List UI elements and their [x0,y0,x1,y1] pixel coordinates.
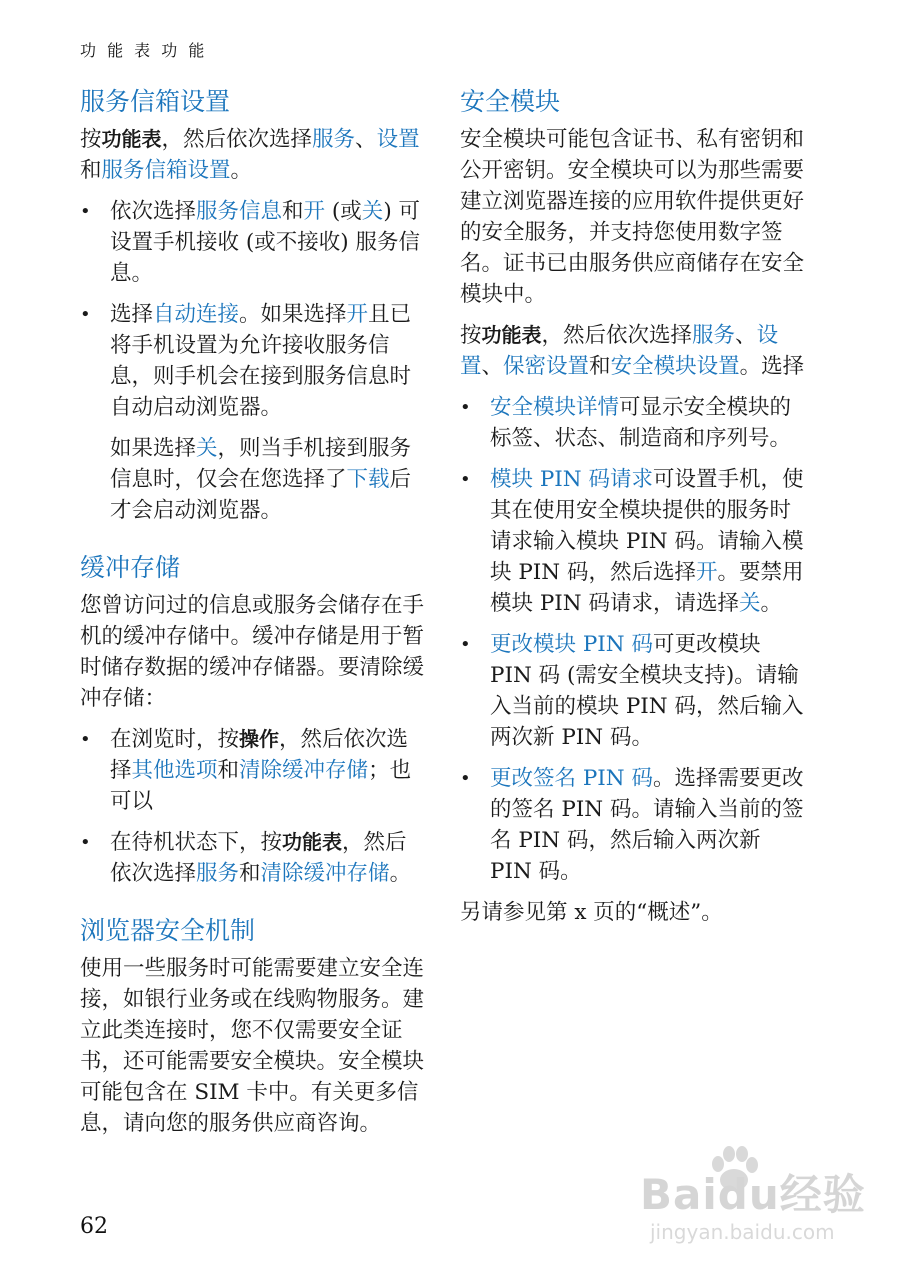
list-item: • 在浏览时，按操作，然后依次选择其他选项和清除缓冲存储；也可以 [80,727,412,814]
cache-list [80,724,425,889]
heading-security-module: 安全模块 [460,87,561,116]
service-inbox-intro: 按功能表，然后依次选择服务、设置和服务信箱设置。 [80,127,420,183]
heading-cache: 缓冲存储 [80,553,181,582]
right-column [460,84,805,938]
list-item: • 更改签名 PIN 码。选择需要更改的签名 PIN 码。请输入当前的签名 PIN 码，然后输入两次新 PIN 码。 [460,766,804,884]
security-module-intro: 按功能表，然后依次选择服务、设置、保密设置和安全模块设置。选择 [460,323,805,379]
left-column [80,84,425,1149]
heading-service-inbox-settings: 服务信箱设置 [80,87,231,116]
link-service-inbox-settings[interactable]: 服务信箱设置 [101,158,231,183]
security-module-list [460,392,805,887]
service-inbox-list [80,196,425,423]
list-item: • 模块 PIN 码请求可设置手机，使其在使用安全模块提供的服务时请求输入模块 PIN 码。请输入模块 PIN 码，然后选择开。要禁用模块 PIN 码请求，请选择关。 [460,467,804,616]
running-header: 功 能 表 功 能 [80,41,208,60]
browser-security-body: 使用一些服务时可能需要建立安全连接，如银行业务或在线购物服务。建立此类连接时，您不仅需要安全证书，还可能需要安全模块。安全模块可能包含在 SIM 卡中。有关更多信息，请向您的服务供应商咨询。 [80,956,425,1136]
heading-browser-security: 浏览器安全机制 [80,916,256,945]
security-module-desc: 安全模块可能包含证书、私有密钥和公开密钥。安全模块可以为那些需要建立浏览器连接的应用软件提供更好的安全服务，并支持您使用数字签名。证书已由服务供应商储存在安全模块中。 [460,127,805,307]
link-services[interactable]: 服务 [312,127,356,152]
page-number: 62 [80,1214,108,1239]
list-item: • 依次选择服务信息和开 (或关) 可设置手机接收 (或不接收) 服务信息。 [80,199,421,286]
watermark-url: jingyan.baidu.com [650,1220,835,1244]
list-item: • 更改模块 PIN 码可更改模块 PIN 码 (需安全模块支持)。请输入当前的模块 PIN 码，然后输入两次新 PIN 码。 [460,632,804,750]
list-item: • 安全模块详情可显示安全模块的标签、状态、制造商和序列号。 [460,395,792,451]
watermark-brand: Baidu经验 [640,1170,866,1219]
list-item: • 选择自动连接。如果选择开且已将手机设置为允许接收服务信息，则手机会在接到服务信息时自动启动浏览器。 [80,302,412,420]
see-also: 另请参见第 x 页的“概述”。 [460,900,723,925]
link-settings[interactable]: 设置 [376,127,420,152]
list-item: • 在待机状态下，按功能表，然后依次选择服务和清除缓冲存储。 [80,830,412,886]
baidu-watermark [640,1140,890,1260]
auto-connect-note: 如果选择关，则当手机接到服务信息时，仅会在您选择了下载后才会启动浏览器。 [110,436,412,523]
cache-intro: 您曾访问过的信息或服务会储存在手机的缓冲存储中。缓冲存储是用于暂时储存数据的缓冲存储器。要清除缓冲存储： [80,593,425,711]
